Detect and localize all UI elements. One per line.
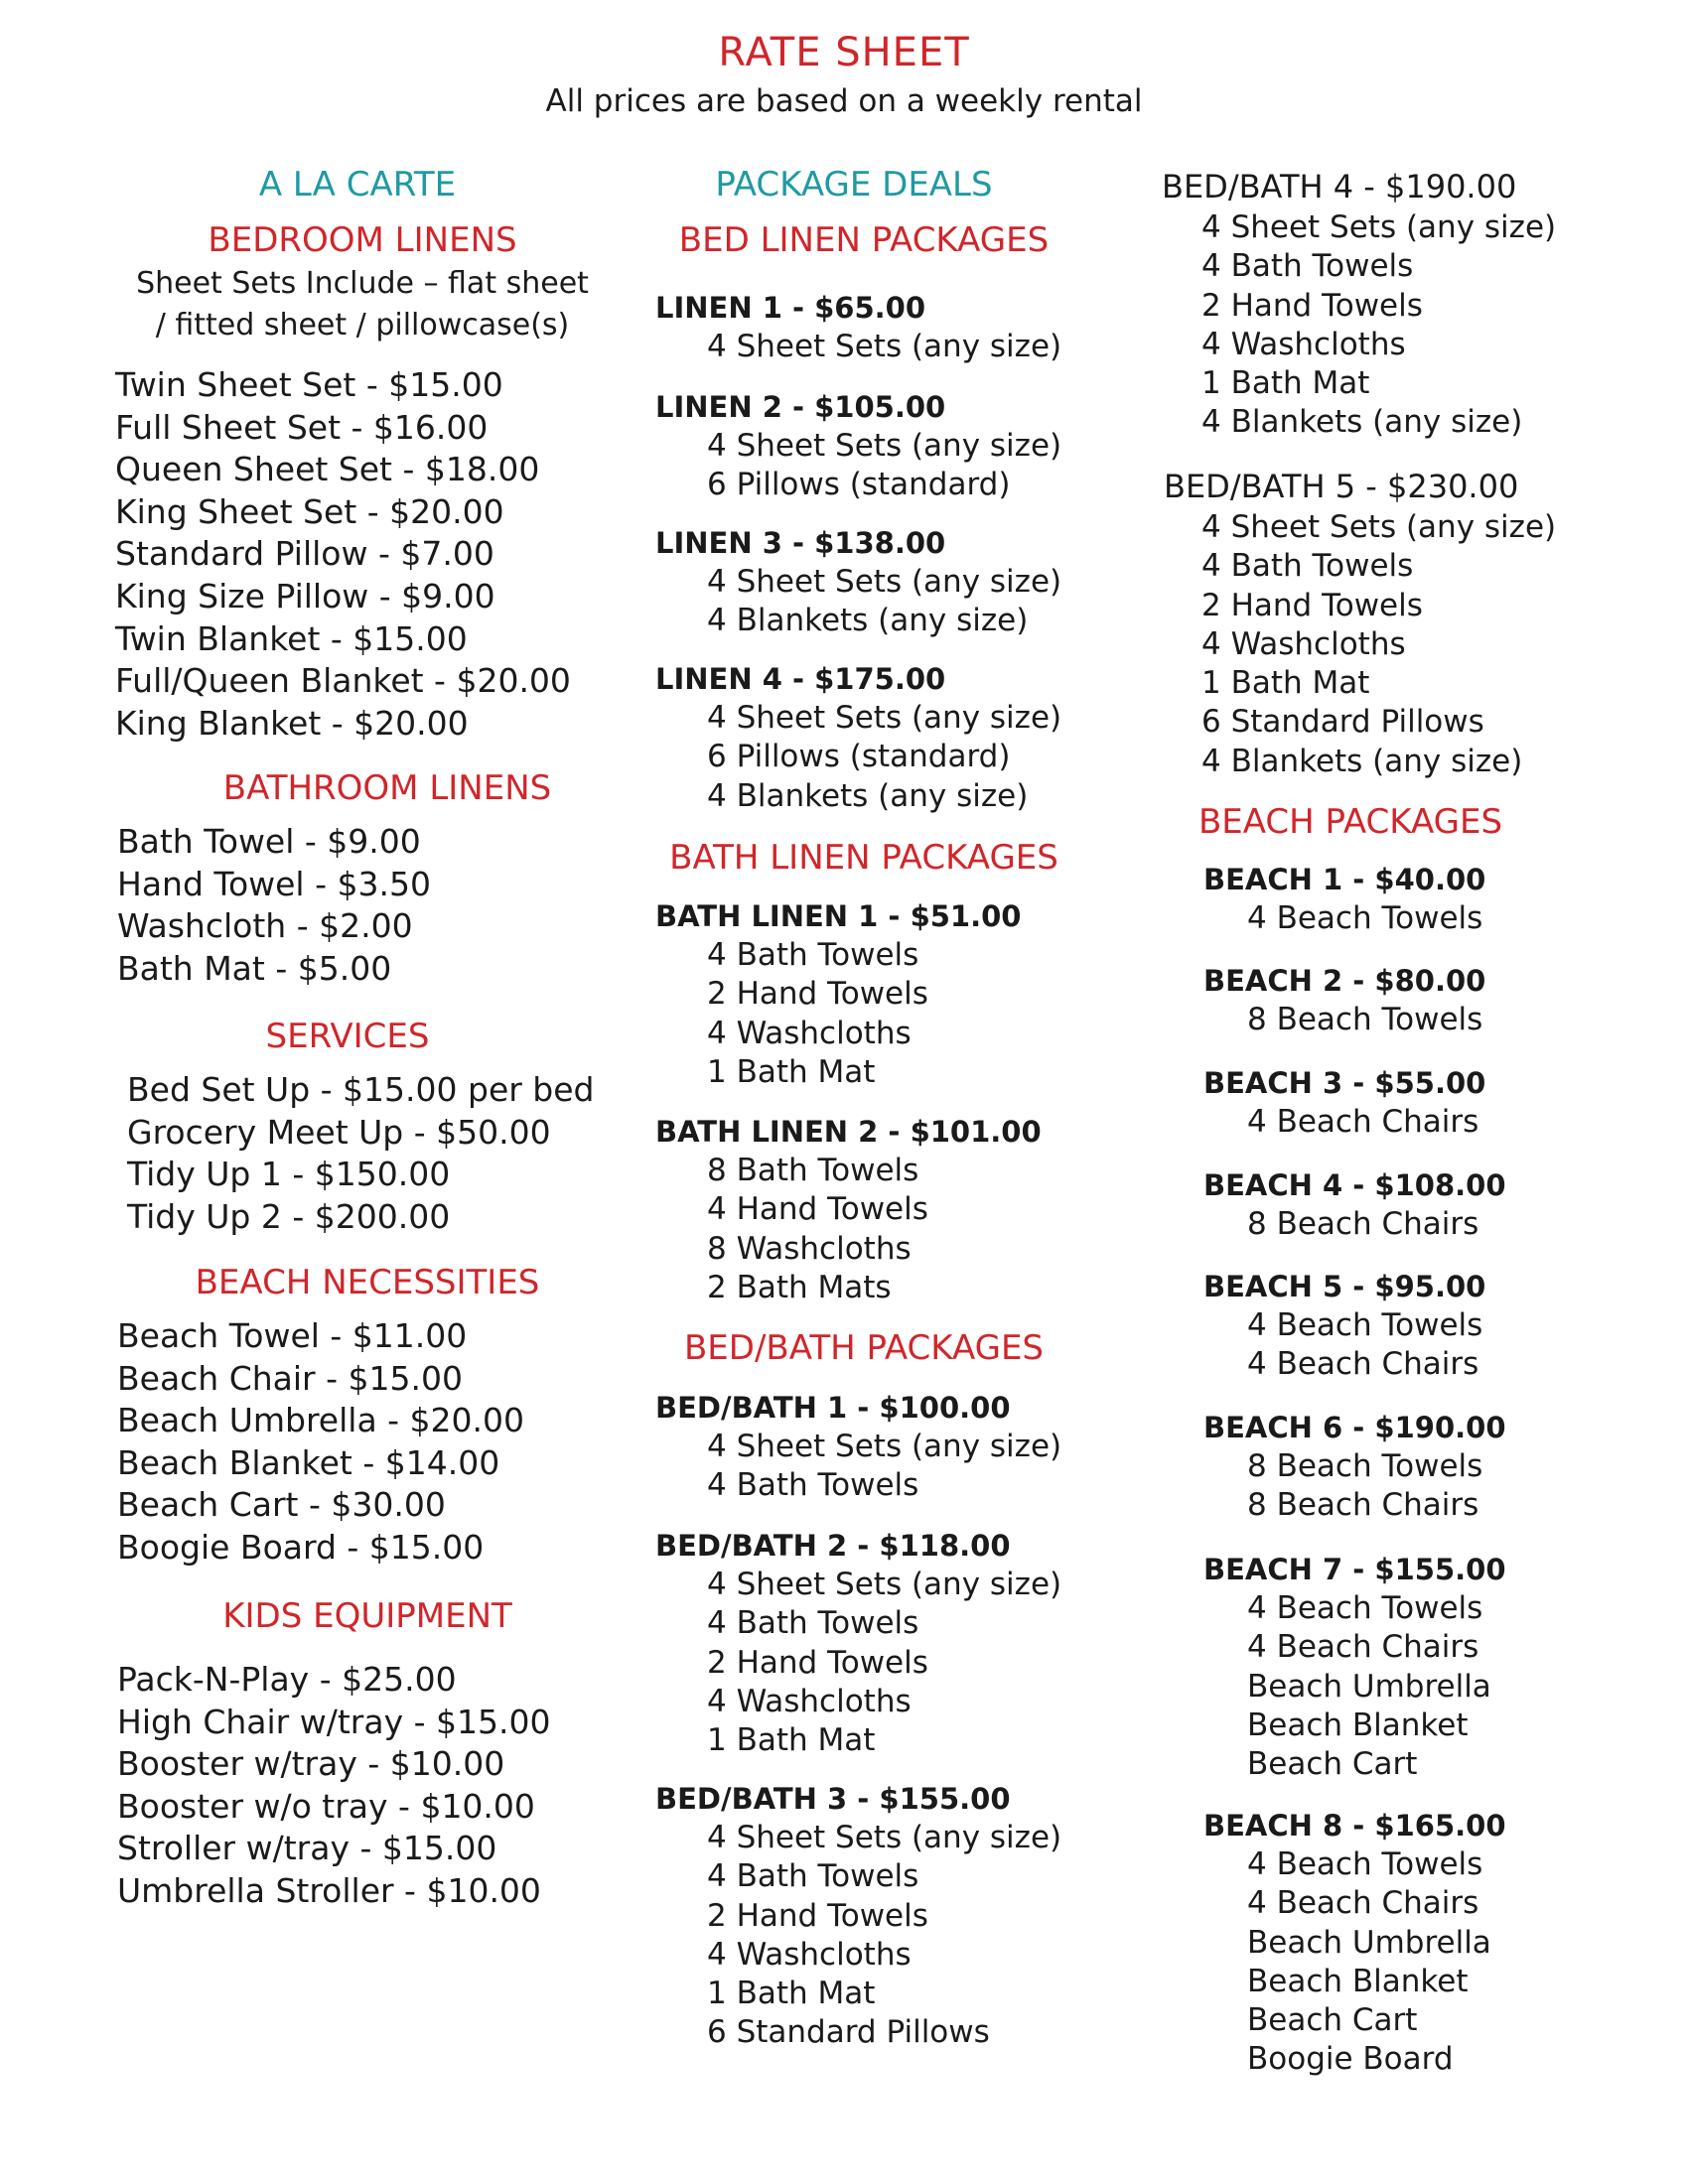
list-item: 4 Sheet Sets (any size)	[707, 1820, 1062, 1855]
list-item: 4 Beach Towels	[1247, 1846, 1483, 1882]
list-item: 2 Hand Towels	[1201, 587, 1423, 623]
package-title: LINEN 1 - $65.00	[655, 291, 926, 325]
list-item: 4 Bath Towels	[1201, 248, 1414, 285]
list-item: 4 Bath Towels	[1201, 548, 1414, 585]
list-item: Beach Umbrella	[1247, 1924, 1491, 1961]
list-item: 6 Pillows (standard)	[707, 739, 1011, 775]
list-item: 8 Bath Towels	[707, 1153, 919, 1188]
package-title: BATH LINEN 1 - $51.00	[655, 899, 1022, 933]
list-item: Twin Sheet Set - $15.00	[115, 365, 503, 404]
bath-linen-packages-heading: BATH LINEN PACKAGES	[669, 838, 1058, 878]
package-title: BEACH 6 - $190.00	[1203, 1411, 1506, 1444]
list-item: 4 Sheet Sets (any size)	[707, 564, 1062, 600]
package-block	[655, 1779, 1061, 2053]
list-item: Pack-N-Play - $25.00	[117, 1660, 457, 1699]
package-block	[1203, 1806, 1506, 2080]
list-item: 4 Beach Chairs	[1247, 1885, 1479, 1922]
kids-equipment-list	[117, 1659, 550, 1913]
package-title: BEACH 5 - $95.00	[1203, 1270, 1486, 1303]
package-block	[655, 1112, 1042, 1307]
list-item: Beach Cart	[1247, 1746, 1418, 1783]
list-item: 4 Sheet Sets (any size)	[1201, 209, 1557, 245]
list-item: 4 Washcloths	[707, 1015, 912, 1051]
list-item: 2 Hand Towels	[1201, 287, 1423, 324]
list-item: Beach Umbrella	[1247, 1668, 1491, 1705]
list-item: 8 Washcloths	[707, 1230, 912, 1267]
list-item: 4 Beach Towels	[1247, 1590, 1483, 1626]
package-block	[655, 1526, 1061, 1760]
bed-linen-packages-heading: BED LINEN PACKAGES	[678, 220, 1050, 260]
sheet-set-note-line1: Sheet Sets Include – flat sheet	[136, 266, 589, 301]
list-item: 4 Beach Chairs	[1247, 1104, 1479, 1140]
list-item: Bath Towel - $9.00	[117, 822, 421, 861]
beach-necessities-heading: BEACH NECESSITIES	[195, 1263, 540, 1302]
list-item: Boogie Board	[1247, 2041, 1454, 2078]
package-block	[655, 523, 1061, 641]
beach-packages-heading: BEACH PACKAGES	[1197, 802, 1503, 842]
list-item: 8 Beach Towels	[1247, 1448, 1483, 1484]
package-title: BED/BATH 3 - $155.00	[655, 1782, 1011, 1816]
list-item: 1 Bath Mat	[707, 1053, 876, 1090]
package-block	[1203, 860, 1485, 938]
list-item: 4 Sheet Sets (any size)	[707, 428, 1062, 464]
list-item: High Chair w/tray - $15.00	[117, 1702, 551, 1741]
package-block	[1203, 1063, 1485, 1142]
package-title: BEACH 1 - $40.00	[1203, 863, 1486, 896]
list-item: 8 Beach Chairs	[1247, 1487, 1479, 1524]
bathroom-linens-list	[117, 821, 431, 990]
package-title: BATH LINEN 2 - $101.00	[655, 1115, 1042, 1149]
package-title: LINEN 2 - $105.00	[655, 390, 946, 424]
sheet-set-note-line2: / fitted sheet / pillowcase(s)	[155, 308, 570, 342]
list-item: Bath Mat - $5.00	[117, 948, 392, 988]
package-title: BED/BATH 1 - $100.00	[655, 1391, 1011, 1425]
package-block	[1162, 165, 1556, 443]
package-title: BEACH 4 - $108.00	[1203, 1168, 1506, 1202]
page-title: RATE SHEET	[718, 30, 970, 75]
list-item: 1 Bath Mat	[707, 1722, 876, 1759]
list-item: 4 Washcloths	[707, 1936, 912, 1973]
list-item: 2 Hand Towels	[707, 1897, 928, 1934]
list-item: 4 Beach Chairs	[1247, 1629, 1479, 1666]
package-deals-heading: PACKAGE DEALS	[715, 165, 993, 205]
package-block	[1203, 961, 1485, 1039]
list-item: 4 Blankets (any size)	[707, 603, 1029, 639]
page-subtitle: All prices are based on a weekly rental	[545, 83, 1143, 119]
list-item: 4 Blankets (any size)	[707, 777, 1029, 814]
list-item: Beach Blanket	[1247, 1706, 1469, 1743]
bathroom-linens-heading: BATHROOM LINENS	[222, 768, 552, 808]
list-item: Beach Blanket - $14.00	[117, 1442, 500, 1482]
list-item: Twin Blanket - $15.00	[115, 618, 468, 658]
list-item: 4 Sheet Sets (any size)	[707, 1429, 1062, 1464]
list-item: Bed Set Up - $15.00 per bed	[127, 1070, 595, 1109]
list-item: 8 Beach Chairs	[1247, 1206, 1479, 1242]
list-item: Tidy Up 2 - $200.00	[127, 1196, 451, 1236]
list-item: 4 Bath Towels	[707, 1605, 919, 1642]
list-item: 4 Blankets (any size)	[1201, 404, 1523, 441]
package-title: BED/BATH 2 - $118.00	[655, 1529, 1011, 1563]
package-block	[655, 896, 1021, 1092]
list-item: 4 Beach Towels	[1247, 1307, 1483, 1343]
package-title: BEACH 8 - $165.00	[1203, 1809, 1506, 1843]
list-item: 1 Bath Mat	[1201, 665, 1370, 702]
list-item: Standard Pillow - $7.00	[115, 534, 494, 574]
list-item: 4 Beach Chairs	[1247, 1346, 1479, 1383]
list-item: Hand Towel - $3.50	[117, 864, 431, 903]
list-item: Boogie Board - $15.00	[117, 1527, 485, 1567]
package-title: BEACH 2 - $80.00	[1203, 964, 1486, 998]
list-item: 4 Sheet Sets (any size)	[707, 1567, 1062, 1602]
list-item: 4 Blankets (any size)	[1201, 743, 1523, 779]
list-item: Full Sheet Set - $16.00	[115, 407, 489, 447]
list-item: 2 Bath Mats	[707, 1269, 892, 1305]
list-item: 1 Bath Mat	[707, 1976, 876, 2012]
list-item: King Blanket - $20.00	[115, 703, 469, 743]
services-heading: SERVICES	[265, 1017, 430, 1056]
list-item: 4 Washcloths	[1201, 326, 1406, 362]
list-item: Beach Umbrella - $20.00	[117, 1401, 525, 1440]
list-item: Beach Cart - $30.00	[117, 1485, 446, 1525]
list-item: 2 Hand Towels	[707, 1644, 928, 1681]
list-item: Beach Towel - $11.00	[117, 1316, 468, 1355]
beach-necessities-list	[117, 1315, 524, 1570]
alacarte-heading: A LA CARTE	[258, 165, 457, 205]
package-title: LINEN 3 - $138.00	[655, 526, 946, 560]
services-list	[127, 1069, 595, 1238]
list-item: 6 Standard Pillows	[707, 2014, 990, 2051]
package-block	[655, 387, 1061, 505]
package-title: BED/BATH 4 - $190.00	[1162, 168, 1517, 205]
list-item: 1 Bath Mat	[1201, 365, 1370, 402]
list-item: 4 Beach Towels	[1247, 900, 1483, 936]
package-block	[655, 288, 1061, 366]
kids-equipment-heading: KIDS EQUIPMENT	[222, 1596, 512, 1636]
list-item: Grocery Meet Up - $50.00	[127, 1112, 551, 1152]
list-item: 4 Bath Towels	[707, 1467, 919, 1504]
list-item: Beach Blanket	[1247, 1963, 1469, 1999]
list-item: Washcloth - $2.00	[117, 906, 413, 946]
list-item: 4 Sheet Sets (any size)	[707, 700, 1062, 736]
list-item: Beach Cart	[1247, 2002, 1418, 2039]
list-item: Booster w/tray - $10.00	[117, 1744, 505, 1784]
list-item: 4 Bath Towels	[707, 1858, 919, 1895]
list-item: 4 Hand Towels	[707, 1191, 928, 1228]
package-block	[655, 659, 1061, 816]
list-item: 8 Beach Towels	[1247, 1002, 1483, 1037]
package-block	[1164, 465, 1556, 781]
list-item: 4 Sheet Sets (any size)	[1201, 509, 1557, 545]
list-item: Stroller w/tray - $15.00	[117, 1829, 497, 1868]
list-item: Beach Chair - $15.00	[117, 1358, 463, 1398]
list-item: 4 Washcloths	[1201, 625, 1406, 662]
list-item: 4 Sheet Sets (any size)	[707, 329, 1062, 364]
list-item: Tidy Up 1 - $150.00	[127, 1155, 451, 1194]
list-item: Full/Queen Blanket - $20.00	[115, 661, 571, 701]
bed-bath-packages-heading: BED/BATH PACKAGES	[683, 1328, 1045, 1368]
list-item: King Sheet Set - $20.00	[115, 491, 504, 531]
bedroom-linens-heading: BEDROOM LINENS	[208, 220, 517, 260]
list-item: Umbrella Stroller - $10.00	[117, 1870, 541, 1910]
list-item: 4 Washcloths	[707, 1683, 912, 1719]
list-item: 2 Hand Towels	[707, 976, 928, 1013]
package-title: BEACH 3 - $55.00	[1203, 1066, 1486, 1100]
package-title: BEACH 7 - $155.00	[1203, 1553, 1506, 1586]
list-item: Booster w/o tray - $10.00	[117, 1786, 535, 1826]
list-item: 6 Pillows (standard)	[707, 467, 1011, 503]
package-title: LINEN 4 - $175.00	[655, 662, 946, 696]
package-block	[1203, 1267, 1485, 1385]
list-item: Queen Sheet Set - $18.00	[115, 450, 540, 489]
package-block	[1203, 1550, 1506, 1784]
package-title: BED/BATH 5 - $230.00	[1164, 468, 1519, 505]
list-item: King Size Pillow - $9.00	[115, 576, 495, 615]
list-item: 6 Standard Pillows	[1201, 704, 1484, 741]
package-block	[1203, 1408, 1506, 1526]
list-item: 4 Bath Towels	[707, 937, 919, 973]
bedroom-linens-list	[115, 364, 571, 745]
package-block	[655, 1388, 1061, 1506]
package-block	[1203, 1165, 1506, 1244]
